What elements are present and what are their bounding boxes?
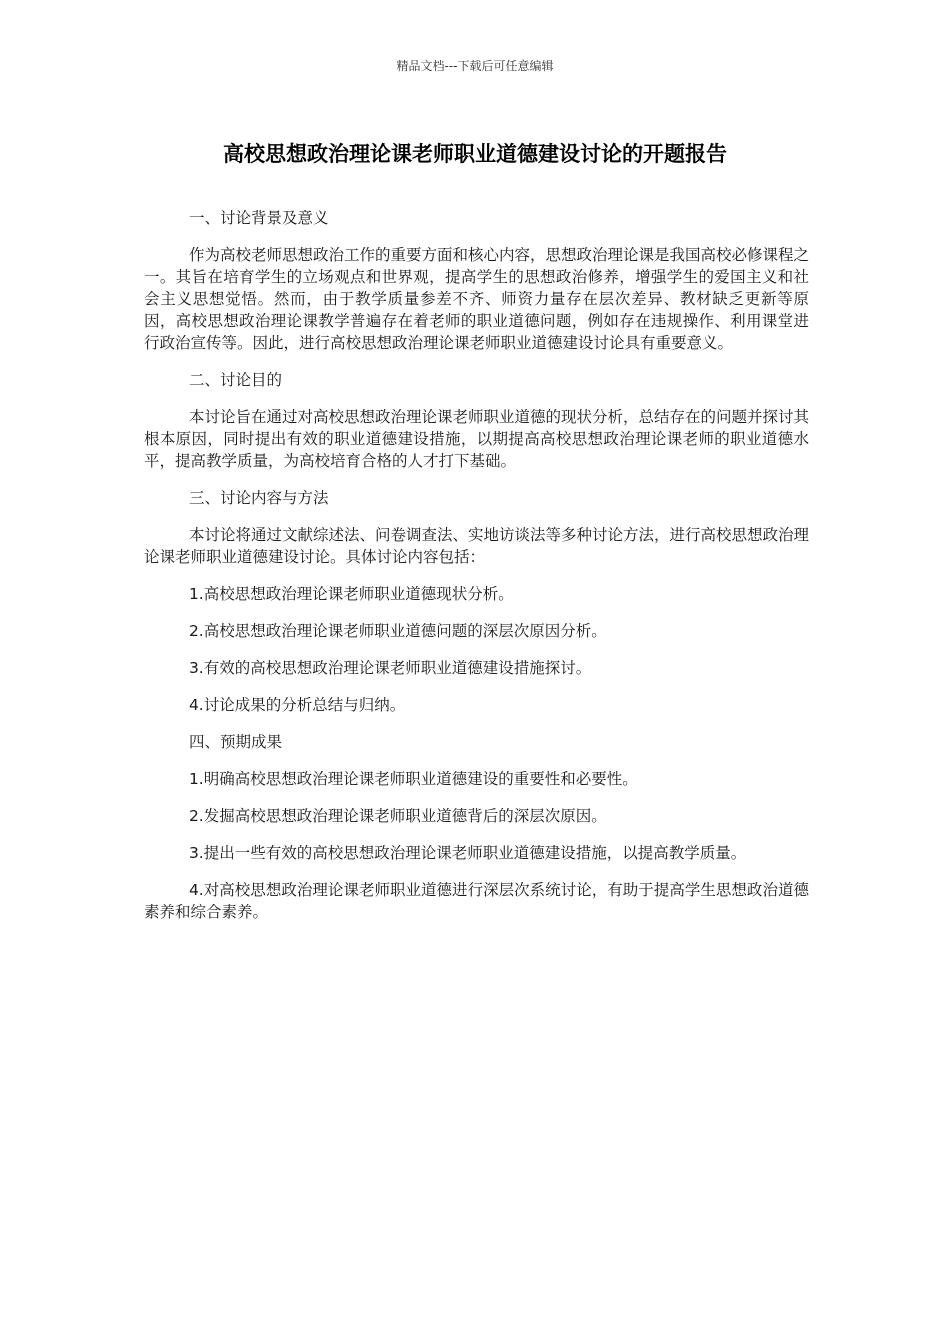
paragraph-content-method: 本讨论将通过文献综述法、问卷调查法、实地访谈法等多种讨论方法，进行高校思想政治理论课老师职业道德建设讨论。具体讨论内容包括： — [144, 526, 809, 566]
section-heading-content-method: 三、讨论内容与方法 — [188, 489, 329, 507]
list-item: 2.发掘高校思想政治理论课老师职业道德背后的深层次原因。 — [188, 807, 607, 825]
list-item: 3.有效的高校思想政治理论课老师职业道德建设措施探讨。 — [188, 659, 592, 677]
section-heading-purpose: 二、讨论目的 — [188, 371, 282, 389]
paragraph-purpose: 本讨论旨在通过对高校思想政治理论课老师职业道德的现状分析，总结存在的问题并探讨其根本原因，同时提出有效的职业道德建设措施，以期提高高校思想政治理论课老师的职业道德水平，提高教学质量，为高校培育合格的人才打下基础。 — [144, 408, 809, 470]
document-title: 高校思想政治理论课老师职业道德建设讨论的开题报告 — [223, 142, 727, 166]
document-body — [144, 207, 809, 923]
list-item: 1.明确高校思想政治理论课老师职业道德建设的重要性和必要性。 — [188, 770, 638, 788]
list-item: 3.提出一些有效的高校思想政治理论课老师职业道德建设措施，以提高教学质量。 — [188, 844, 747, 862]
list-item: 4.讨论成果的分析总结与归纳。 — [188, 696, 406, 714]
list-item: 1.高校思想政治理论课老师职业道德现状分析。 — [188, 585, 514, 603]
list-item: 2.高校思想政治理论课老师职业道德问题的深层次原因分析。 — [188, 622, 607, 640]
paragraph-background: 作为高校老师思想政治工作的重要方面和核心内容，思想政治理论课是我国高校必修课程之一。其旨在培育学生的立场观点和世界观，提高学生的思想政治修养，增强学生的爱国主义和社会主义思想觉悟。然而，由于教学质量参差不齐、师资力量存在层次差异、教材缺乏更新等原因，高校思想政治理论课教学普遍存在着老师的职业道德问题，例如存在违规操作、利用课堂进行政治宣传等。因此，进行高校思想政治理论课老师职业道德建设讨论具有重要意义。 — [144, 246, 809, 352]
section-heading-background: 一、讨论背景及意义 — [188, 209, 329, 227]
header-note: 精品文档---下载后可任意编辑 — [396, 59, 554, 73]
list-item: 4.对高校思想政治理论课老师职业道德进行深层次系统讨论，有助于提高学生思想政治道德素养和综合素养。 — [144, 881, 809, 921]
section-heading-expected-results: 四、预期成果 — [188, 733, 282, 751]
